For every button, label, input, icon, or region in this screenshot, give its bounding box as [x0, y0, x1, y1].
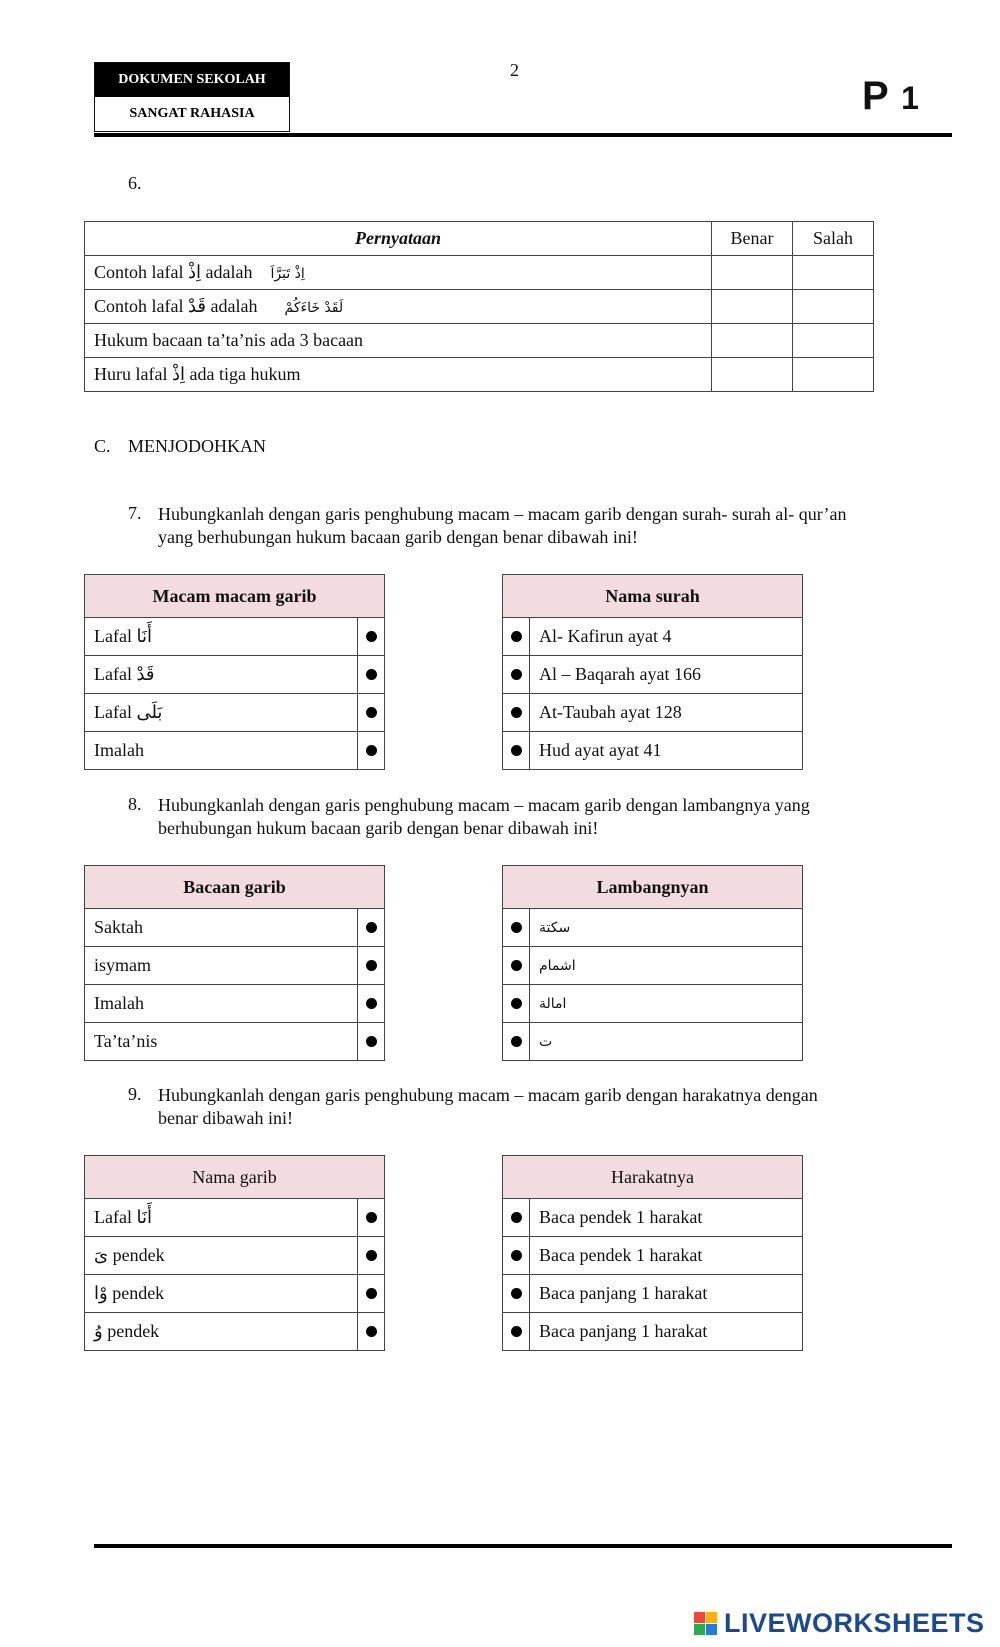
q6-arabic-example: لَقَدْ خَاءَكُمْ — [284, 300, 344, 316]
q6-false-answer-cell[interactable] — [793, 324, 874, 358]
q7-number: 7. — [128, 503, 142, 523]
q8-left-item: Saktah — [85, 909, 358, 947]
q8-right-table — [502, 865, 803, 1061]
match-dot[interactable] — [358, 1313, 385, 1351]
q6-true-answer-cell[interactable] — [712, 290, 793, 324]
table-row — [85, 324, 874, 358]
table-row — [503, 985, 803, 1023]
q7-right-item: At-Taubah ayat 128 — [530, 694, 803, 732]
match-dot[interactable] — [358, 618, 385, 656]
match-dot[interactable] — [358, 656, 385, 694]
match-dot[interactable] — [358, 1023, 385, 1061]
q7-right-table — [502, 574, 803, 770]
table-row — [503, 1237, 803, 1275]
table-row — [503, 656, 803, 694]
paper-code-letter: P — [862, 74, 889, 118]
table-row — [85, 985, 385, 1023]
q6-false-answer-cell[interactable] — [793, 290, 874, 324]
q7-left-item: Lafal أَنَا — [85, 618, 358, 656]
match-dot[interactable] — [503, 909, 530, 947]
match-dot[interactable] — [358, 947, 385, 985]
match-dot[interactable] — [503, 985, 530, 1023]
document-classification-stamp — [94, 62, 290, 132]
q7-left-item: Lafal قَدْ — [85, 656, 358, 694]
table-row — [85, 1275, 385, 1313]
paper-code — [862, 74, 920, 119]
q8-left-header: Bacaan garib — [85, 866, 385, 909]
q7-instruction-line: yang berhubungan hukum bacaan garib dengan benar dibawah ini! — [158, 527, 638, 547]
q6-true-answer-cell[interactable] — [712, 324, 793, 358]
table-row — [85, 947, 385, 985]
q9-instruction-line: Hubungkanlah dengan garis penghubung macam – macam garib dengan harakatnya dengan — [158, 1085, 818, 1105]
match-dot[interactable] — [358, 1275, 385, 1313]
q9-right-item: Baca pendek 1 harakat — [530, 1199, 803, 1237]
table-row — [503, 1023, 803, 1061]
q9-right-item: Baca panjang 1 harakat — [530, 1313, 803, 1351]
q6-statement-text: Hukum bacaan ta’ta’nis ada 3 bacaan — [94, 330, 364, 350]
q8-instruction-line: Hubungkanlah dengan garis penghubung macam – macam garib dengan lambangnya yang — [158, 795, 810, 815]
q6-statement-cell — [85, 290, 712, 324]
q9-left-item: وُ pendek — [85, 1313, 358, 1351]
q6-true-answer-cell[interactable] — [712, 358, 793, 392]
section-c-title: MENJODOHKAN — [128, 436, 266, 456]
q6-false-header: Salah — [793, 222, 874, 256]
q6-statement-cell — [85, 256, 712, 290]
liveworksheets-logo-icon — [694, 1612, 718, 1636]
match-dot[interactable] — [503, 947, 530, 985]
q9-left-header: Nama garib — [85, 1156, 385, 1199]
match-dot[interactable] — [503, 618, 530, 656]
q6-statement-text: Contoh lafal قَدْ adalah — [94, 296, 258, 316]
q8-right-item: امالة — [530, 985, 803, 1023]
q9-instruction — [158, 1084, 968, 1130]
q9-instruction-line: benar dibawah ini! — [158, 1108, 293, 1128]
q6-false-answer-cell[interactable] — [793, 358, 874, 392]
q6-statement-cell — [85, 358, 712, 392]
q9-right-item: Baca panjang 1 harakat — [530, 1275, 803, 1313]
q6-statement-text: Contoh lafal اِذْ adalah — [94, 262, 253, 282]
q8-instruction — [158, 794, 968, 840]
q8-left-item: Imalah — [85, 985, 358, 1023]
table-row — [85, 909, 385, 947]
q8-right-header: Lambangnyan — [503, 866, 803, 909]
table-row — [503, 694, 803, 732]
q8-left-item: Ta’ta’nis — [85, 1023, 358, 1061]
q8-left-table — [84, 865, 385, 1061]
q7-left-item: Imalah — [85, 732, 358, 770]
q7-right-item: Hud ayat ayat 41 — [530, 732, 803, 770]
match-dot[interactable] — [503, 694, 530, 732]
q8-instruction-line: berhubungan hukum bacaan garib dengan benar dibawah ini! — [158, 818, 599, 838]
stamp-top-label: DOKUMEN SEKOLAH — [95, 63, 289, 97]
q6-true-false-table — [84, 221, 874, 392]
q6-false-answer-cell[interactable] — [793, 256, 874, 290]
table-row — [85, 256, 874, 290]
match-dot[interactable] — [358, 1237, 385, 1275]
table-row — [85, 358, 874, 392]
q7-right-item: Al- Kafirun ayat 4 — [530, 618, 803, 656]
q6-true-answer-cell[interactable] — [712, 256, 793, 290]
table-row — [85, 656, 385, 694]
q9-left-item: وْا pendek — [85, 1275, 358, 1313]
match-dot[interactable] — [358, 694, 385, 732]
footer-divider — [94, 1544, 952, 1548]
table-row — [503, 618, 803, 656]
table-row — [503, 947, 803, 985]
q6-header-row — [85, 222, 874, 256]
q6-statement-text: Huru lafal اِذْ ada tiga hukum — [94, 364, 301, 384]
table-row — [85, 290, 874, 324]
table-row — [503, 1313, 803, 1351]
table-row — [85, 1199, 385, 1237]
q6-arabic-example: اِذْ تَبَرَّاَ — [270, 266, 305, 282]
table-row — [85, 1237, 385, 1275]
table-row — [85, 694, 385, 732]
q6-number: 6. — [128, 173, 142, 193]
stamp-bottom-label: SANGAT RAHASIA — [129, 106, 255, 121]
table-row — [85, 1023, 385, 1061]
q7-left-header: Macam macam garib — [85, 575, 385, 618]
match-dot[interactable] — [503, 1275, 530, 1313]
paper-code-number: 1 — [901, 80, 920, 116]
q8-right-item: ت — [530, 1023, 803, 1061]
match-dot[interactable] — [503, 1023, 530, 1061]
liveworksheets-logo[interactable]: LIVEWORKSHEETS — [724, 1608, 985, 1638]
q9-right-item: Baca pendek 1 harakat — [530, 1237, 803, 1275]
q7-right-header: Nama surah — [503, 575, 803, 618]
table-row — [85, 732, 385, 770]
table-row — [85, 1313, 385, 1351]
table-row — [503, 1275, 803, 1313]
q7-instruction — [158, 503, 968, 549]
q8-left-item: isymam — [85, 947, 358, 985]
match-dot[interactable] — [503, 732, 530, 770]
match-dot[interactable] — [358, 909, 385, 947]
match-dot[interactable] — [358, 732, 385, 770]
q6-statement-header: Pernyataan — [85, 222, 712, 256]
match-dot[interactable] — [503, 1237, 530, 1275]
q6-statement-cell — [85, 324, 712, 358]
q8-right-item: اشمام — [530, 947, 803, 985]
table-row — [85, 618, 385, 656]
q7-right-item: Al – Baqarah ayat 166 — [530, 656, 803, 694]
match-dot[interactable] — [503, 1199, 530, 1237]
q8-right-item: سكتة — [530, 909, 803, 947]
match-dot[interactable] — [358, 985, 385, 1023]
q9-left-table — [84, 1155, 385, 1351]
table-row — [503, 1199, 803, 1237]
page-number: 2 — [510, 60, 519, 80]
q7-instruction-line: Hubungkanlah dengan garis penghubung macam – macam garib dengan surah- surah al- qur’an — [158, 504, 847, 524]
q7-left-item: Lafal بَلَى — [85, 694, 358, 732]
q6-true-header: Benar — [712, 222, 793, 256]
q8-number: 8. — [128, 794, 142, 814]
q9-left-item: ىَ pendek — [85, 1237, 358, 1275]
match-dot[interactable] — [503, 656, 530, 694]
q9-right-table — [502, 1155, 803, 1351]
q7-left-table — [84, 574, 385, 770]
table-row — [503, 732, 803, 770]
header-divider — [94, 133, 952, 137]
q9-left-item: Lafal أَنَا — [85, 1199, 358, 1237]
section-c-letter: C. — [94, 436, 111, 456]
q9-number: 9. — [128, 1084, 142, 1104]
table-row — [503, 909, 803, 947]
match-dot[interactable] — [503, 1313, 530, 1351]
match-dot[interactable] — [358, 1199, 385, 1237]
q9-right-header: Harakatnya — [503, 1156, 803, 1199]
